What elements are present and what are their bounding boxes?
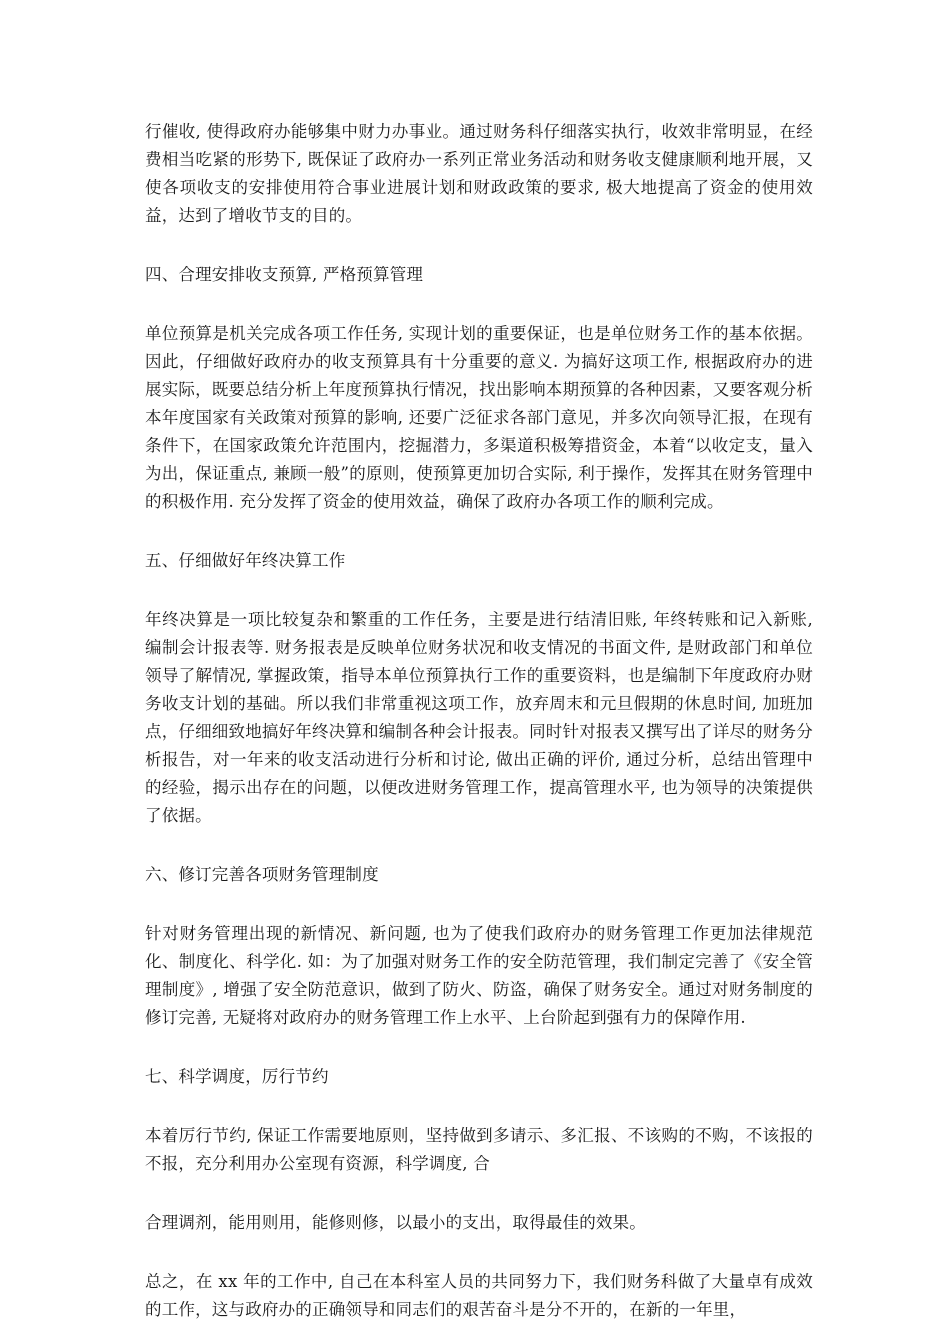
section-heading-7: 七、科学调度，厉行节约 [145, 1067, 329, 1086]
paragraph-final-accounts: 年终决算是一项比较复杂和繁重的工作任务，主要是进行结清旧账, 年终转账和记入新账, 编制会计报表等. 财务报表是反映单位财务状况和收支情况的书面文件, 是财政部门和单位领导了解情况, 掌握政策，指导本单位预算执行工作的重要资料，也是编制下年度政府办财务收支计划的基础。所以我们非常重视这项工作，放弃周末和元旦假期的休息时间, 加班加点，仔细细致地搞好年终决算和编制各种会计报表。同时针对报表又撰写出了详尽的财务分析报告，对一年来的收支活动进行分析和讨论, 做出正确的评价, 通过分析，总结出管理中的经验，揭示出存在的问题，以便改进财务管理工作，提高管理水平, 也为领导的决策提供了依据。 [145, 610, 813, 825]
section-heading-4: 四、合理安排收支预算, 严格预算管理 [145, 265, 424, 284]
section-heading-6: 六、修订完善各项财务管理制度 [145, 865, 379, 884]
paragraph-frugality-continued: 合理调剂，能用则用，能修则修，以最小的支出，取得最佳的效果。 [145, 1213, 646, 1232]
document-page [145, 118, 813, 1324]
section-heading-5: 五、仔细做好年终决算工作 [145, 551, 346, 570]
paragraph-frugality: 本着厉行节约, 保证工作需要地原则，坚持做到多请示、多汇报、不该购的不购，不该报的不报，充分利用办公室现有资源，科学调度, 合 [145, 1126, 813, 1173]
paragraph-management-rules: 针对财务管理出现的新情况、新问题, 也为了使我们政府办的财务管理工作更加法律规范化、制度化、科学化. 如：为了加强对财务工作的安全防范管理，我们制定完善了《安全管理制度》, 增强了安全防范意识，做到了防火、防盗，确保了财务安全。通过对财务制度的修订完善, 无疑将对政府办的财务管理工作上水平、上台阶起到强有力的保障作用. [145, 924, 813, 1027]
paragraph-budget-collection: 行催收, 使得政府办能够集中财力办事业。通过财务科仔细落实执行，收效非常明显，在经费相当吃紧的形势下, 既保证了政府办一系列正常业务活动和财务收支健康顺利地开展，又使各项收支的安排使用符合事业进展计划和财政政策的要求, 极大地提高了资金的使用效益，达到了增收节支的目的。 [145, 122, 813, 225]
paragraph-budget-management: 单位预算是机关完成各项工作任务, 实现计划的重要保证，也是单位财务工作的基本依据。因此，仔细做好政府办的收支预算具有十分重要的意义. 为搞好这项工作, 根据政府办的进展实际，既要总结分析上年度预算执行情况，找出影响本期预算的各种因素，又要客观分析本年度国家有关政策对预算的影响, 还要广泛征求各部门意见，并多次向领导汇报，在现有条件下，在国家政策允许范围内，挖掘潜力，多渠道积极筹措资金，本着“以收定支，量入为出，保证重点, 兼顾一般”的原则，使预算更加切合实际, 利于操作，发挥其在财务管理中的积极作用. 充分发挥了资金的使用效益，确保了政府办各项工作的顺利完成。 [145, 324, 813, 511]
paragraph-summary: 总之，在 xx 年的工作中, 自己在本科室人员的共同努力下，我们财务科做了大量卓有成效的工作，这与政府办的正确领导和同志们的艰苦奋斗是分不开的，在新的一年里， [145, 1272, 813, 1319]
